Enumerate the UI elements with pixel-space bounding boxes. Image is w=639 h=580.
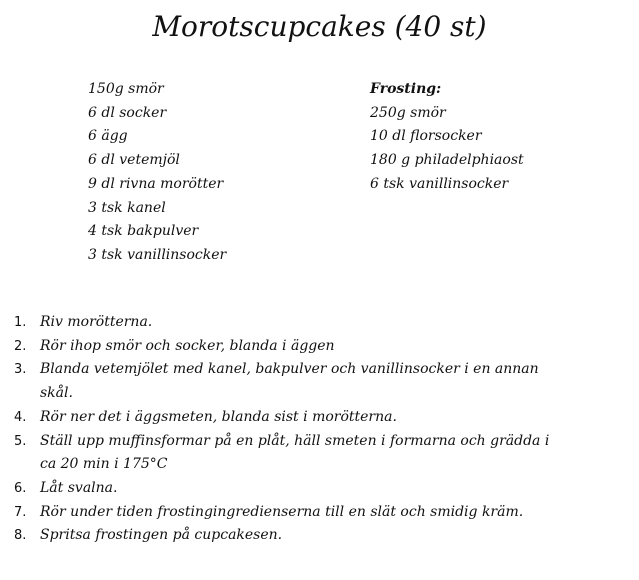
recipe-title: Morotscupcakes (40 st) xyxy=(152,10,487,43)
ingredient-item: 3 tsk kanel xyxy=(88,199,166,216)
step-number: 4. xyxy=(14,409,27,425)
instruction-step xyxy=(14,358,634,405)
step-text: Ställ upp muffinsformar på en plåt, häll smeten i formarna och grädda i xyxy=(40,432,550,449)
instruction-step xyxy=(14,311,634,335)
ingredient-item: 10 dl florsocker xyxy=(370,128,482,145)
instruction-step xyxy=(14,501,634,525)
step-number: 1. xyxy=(14,315,27,330)
step-number: 3. xyxy=(14,362,27,378)
step-number: 6. xyxy=(14,480,27,496)
step-text: Låt svalna. xyxy=(40,479,118,496)
cake-ingredients-list xyxy=(88,78,226,268)
step-number: 2. xyxy=(14,338,27,354)
step-text: Rör under tiden frostingingredienserna till en slät och smidig kräm. xyxy=(40,503,524,520)
ingredient-item: 6 ägg xyxy=(88,128,128,145)
instruction-step xyxy=(14,406,634,430)
ingredient-item: 180 g philadelphiaost xyxy=(370,152,524,169)
ingredient-item: 250g smör xyxy=(370,104,446,121)
instruction-step xyxy=(14,335,634,359)
ingredient-item: 3 tsk vanillinsocker xyxy=(88,246,227,263)
instruction-step xyxy=(14,524,634,548)
step-text: Riv morötterna. xyxy=(40,314,153,330)
step-text-continued: ca 20 min i 175°C xyxy=(40,456,168,473)
instruction-step xyxy=(14,477,634,501)
step-number: 5. xyxy=(14,433,27,449)
step-number: 7. xyxy=(14,504,27,520)
ingredient-item: 6 dl socker xyxy=(88,104,167,121)
step-text: Blanda vetemjölet med kanel, bakpulver och vanillinsocker i en annan xyxy=(40,361,539,378)
ingredient-item: 9 dl rivna morötter xyxy=(88,175,224,192)
ingredient-item: 6 tsk vanillinsocker xyxy=(370,175,509,192)
frosting-heading: Frosting: xyxy=(370,81,442,97)
ingredient-item: 6 dl vetemjöl xyxy=(88,152,180,169)
instruction-step xyxy=(14,430,634,477)
step-text: Spritsa frostingen på cupcakesen. xyxy=(40,527,283,544)
ingredient-item: 4 tsk bakpulver xyxy=(88,223,199,240)
step-text: Rör ner det i äggsmeten, blanda sist i morötterna. xyxy=(40,408,397,425)
frosting-ingredients-list xyxy=(370,78,524,197)
ingredient-item: 150g smör xyxy=(88,81,164,97)
step-number: 8. xyxy=(14,528,27,544)
step-text: Rör ihop smör och socker, blanda i äggen xyxy=(40,337,335,354)
instructions-list xyxy=(14,311,634,548)
step-text-continued: skål. xyxy=(40,385,73,402)
